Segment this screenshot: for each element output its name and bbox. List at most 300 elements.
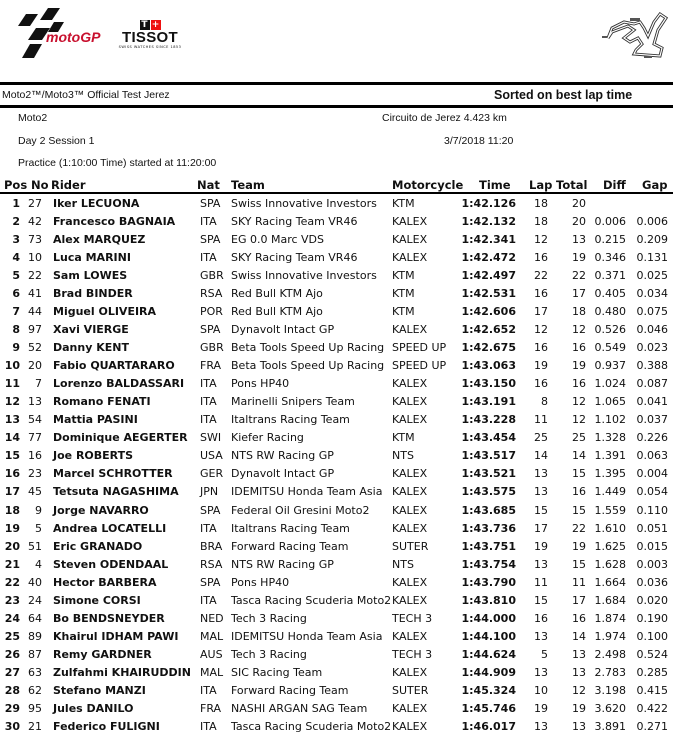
cell-rider: Iker LECUONA xyxy=(53,197,140,210)
cell-gap: 0.100 xyxy=(636,629,668,643)
cell-time: 1:43.736 xyxy=(461,521,516,535)
cell-total: 12 xyxy=(572,395,586,409)
cell-pos: 26 xyxy=(4,647,20,661)
cell-team: Dynavolt Intact GP xyxy=(231,467,335,481)
table-row xyxy=(0,648,673,666)
cell-pos: 30 xyxy=(4,719,20,733)
col-rider: Rider xyxy=(51,178,86,192)
circuit-label: Circuito de Jerez 4.423 km xyxy=(382,112,507,124)
cell-motorcycle: KTM xyxy=(392,197,415,210)
cell-nat: USA xyxy=(200,449,223,463)
cell-no: 4 xyxy=(35,557,42,571)
cell-pos: 16 xyxy=(4,467,20,481)
cell-no: 16 xyxy=(28,449,42,463)
cell-team: Tech 3 Racing xyxy=(231,611,307,625)
cell-gap: 0.422 xyxy=(636,701,668,715)
cell-time: 1:42.341 xyxy=(461,233,516,247)
col-motorcycle: Motorcycle xyxy=(392,178,464,192)
cell-total: 15 xyxy=(572,467,586,481)
cell-pos: 7 xyxy=(12,305,20,319)
cell-team: Tasca Racing Scuderia Moto2 xyxy=(231,719,392,733)
cell-total: 22 xyxy=(572,521,586,535)
cell-team: Italtrans Racing Team xyxy=(231,521,350,535)
cell-nat: POR xyxy=(200,305,223,319)
cell-total: 17 xyxy=(572,593,586,607)
cell-no: 5 xyxy=(35,521,42,535)
cell-total: 13 xyxy=(572,647,586,661)
table-row xyxy=(0,377,673,395)
cell-pos: 27 xyxy=(4,665,20,679)
col-team: Team xyxy=(231,178,265,192)
session-label: Day 2 Session 1 xyxy=(18,135,95,147)
cell-lap: 16 xyxy=(534,251,548,265)
cell-motorcycle: KALEX xyxy=(392,701,428,715)
cell-no: 24 xyxy=(28,593,42,607)
cell-nat: NED xyxy=(200,611,224,625)
cell-total: 13 xyxy=(572,719,586,733)
cell-rider: Fabio QUARTARARO xyxy=(53,359,175,373)
motogp-logo-icon xyxy=(8,6,108,62)
cell-nat: MAL xyxy=(200,629,224,643)
cell-pos: 11 xyxy=(4,377,20,391)
cell-time: 1:45.746 xyxy=(461,701,516,715)
cell-lap: 13 xyxy=(534,485,548,499)
cell-pos: 12 xyxy=(4,395,20,409)
cell-rider: Jules DANILO xyxy=(53,701,134,715)
cell-pos: 24 xyxy=(4,611,20,625)
cell-gap: 0.046 xyxy=(636,323,668,337)
cell-team: Tech 3 Racing xyxy=(231,647,307,661)
cell-lap: 19 xyxy=(534,701,548,715)
cell-lap: 22 xyxy=(534,269,548,283)
cell-time: 1:43.150 xyxy=(461,377,516,391)
cell-nat: RSA xyxy=(200,557,223,571)
cell-nat: GBR xyxy=(200,269,224,283)
cell-lap: 18 xyxy=(534,215,548,229)
cell-no: 20 xyxy=(28,359,42,373)
cell-no: 51 xyxy=(28,539,42,553)
cell-nat: AUS xyxy=(200,647,223,661)
table-row xyxy=(0,305,673,323)
cell-gap: 0.025 xyxy=(636,269,668,283)
cell-total: 16 xyxy=(572,485,586,499)
cell-lap: 5 xyxy=(541,647,548,661)
cell-nat: BRA xyxy=(200,539,223,553)
col-diff: Diff xyxy=(603,178,626,192)
cell-pos: 22 xyxy=(4,575,20,589)
event-title: Moto2™/Moto3™ Official Test Jerez xyxy=(2,89,170,101)
cell-nat: ITA xyxy=(200,413,217,427)
cell-team: Forward Racing Team xyxy=(231,539,349,553)
cell-diff: 1.449 xyxy=(594,485,626,499)
cell-rider: Miguel OLIVEIRA xyxy=(53,305,157,319)
cell-diff: 0.215 xyxy=(594,233,626,247)
cell-gap: 0.004 xyxy=(636,467,668,481)
table-row xyxy=(0,630,673,648)
cell-gap: 0.271 xyxy=(636,719,668,733)
cell-rider: Jorge NAVARRO xyxy=(53,503,149,517)
cell-pos: 5 xyxy=(12,269,20,283)
cell-lap: 8 xyxy=(541,395,548,409)
cell-motorcycle: KALEX xyxy=(392,395,428,409)
cell-diff: 1.628 xyxy=(594,557,626,571)
cell-nat: GBR xyxy=(200,341,224,355)
cell-time: 1:43.517 xyxy=(461,449,516,463)
cell-total: 19 xyxy=(572,251,586,265)
cell-gap: 0.524 xyxy=(636,647,668,661)
table-row xyxy=(0,522,673,540)
cell-lap: 13 xyxy=(534,665,548,679)
cell-pos: 23 xyxy=(4,593,20,607)
cell-lap: 25 xyxy=(534,431,548,445)
cell-pos: 1 xyxy=(12,197,20,210)
cell-motorcycle: SUTER xyxy=(392,683,429,697)
cell-pos: 28 xyxy=(4,683,20,697)
cell-lap: 15 xyxy=(534,593,548,607)
cell-rider: Bo BENDSNEYDER xyxy=(53,611,165,625)
cell-motorcycle: KALEX xyxy=(392,665,428,679)
cell-time: 1:43.575 xyxy=(461,485,516,499)
cell-gap: 0.054 xyxy=(636,485,668,499)
cell-time: 1:44.624 xyxy=(461,647,516,661)
cell-diff: 1.874 xyxy=(594,611,626,625)
cell-pos: 13 xyxy=(4,413,20,427)
cell-nat: SPA xyxy=(200,575,221,589)
cell-team: SKY Racing Team VR46 xyxy=(231,215,358,229)
cell-rider: Marcel SCHROTTER xyxy=(53,467,173,481)
table-row xyxy=(0,485,673,503)
cell-time: 1:43.751 xyxy=(461,539,516,553)
table-row xyxy=(0,576,673,594)
cell-nat: GER xyxy=(200,467,224,481)
table-row xyxy=(0,341,673,359)
cell-motorcycle: KALEX xyxy=(392,215,428,229)
col-time: Time xyxy=(479,178,511,192)
cell-no: 45 xyxy=(28,485,42,499)
cell-diff: 1.664 xyxy=(594,575,626,589)
cell-motorcycle: SPEED UP xyxy=(392,359,447,373)
cell-lap: 12 xyxy=(534,233,548,247)
cell-time: 1:42.531 xyxy=(461,287,516,301)
cell-time: 1:43.521 xyxy=(461,467,516,481)
cell-nat: SPA xyxy=(200,323,221,337)
cell-motorcycle: KALEX xyxy=(392,575,428,589)
cell-motorcycle: KALEX xyxy=(392,251,428,265)
cell-total: 15 xyxy=(572,503,586,517)
table-row xyxy=(0,449,673,467)
cell-no: 63 xyxy=(28,665,42,679)
tissot-mark-icon: T + xyxy=(141,20,160,30)
cell-rider: Francesco BAGNAIA xyxy=(53,215,176,229)
cell-team: Pons HP40 xyxy=(231,377,290,391)
cell-time: 1:42.126 xyxy=(461,197,516,210)
cell-lap: 16 xyxy=(534,341,548,355)
cell-motorcycle: KALEX xyxy=(392,377,428,391)
track-map-icon xyxy=(600,8,670,63)
table-row xyxy=(0,323,673,341)
cell-diff: 3.891 xyxy=(594,719,626,733)
cell-no: 89 xyxy=(28,629,42,643)
cell-no: 22 xyxy=(28,269,42,283)
table-row xyxy=(0,666,673,684)
cell-rider: Remy GARDNER xyxy=(53,647,152,661)
datetime-label: 3/7/2018 11:20 xyxy=(444,135,514,147)
cell-diff: 0.371 xyxy=(594,269,626,283)
cell-lap: 16 xyxy=(534,287,548,301)
cell-diff: 1.102 xyxy=(594,413,626,427)
cell-total: 20 xyxy=(572,197,586,210)
cell-diff: 0.405 xyxy=(594,287,626,301)
cell-pos: 20 xyxy=(4,539,20,553)
cell-lap: 11 xyxy=(534,413,548,427)
cell-team: SKY Racing Team VR46 xyxy=(231,251,358,265)
cell-team: NTS RW Racing GP xyxy=(231,449,334,463)
table-row xyxy=(0,504,673,522)
table-row xyxy=(0,395,673,413)
cell-rider: Dominique AEGERTER xyxy=(53,431,188,445)
tissot-logo xyxy=(115,17,185,51)
cell-total: 12 xyxy=(572,323,586,337)
tissot-tagline: SWISS WATCHES SINCE 1853 xyxy=(118,45,182,49)
cell-nat: FRA xyxy=(200,701,222,715)
cell-total: 20 xyxy=(572,215,586,229)
header-rule xyxy=(0,192,673,194)
cell-motorcycle: KALEX xyxy=(392,413,428,427)
cell-rider: Andrea LOCATELLI xyxy=(53,521,167,535)
cell-rider: Joe ROBERTS xyxy=(53,449,134,463)
cell-motorcycle: KTM xyxy=(392,287,415,301)
cell-no: 97 xyxy=(28,323,42,337)
cell-total: 14 xyxy=(572,449,586,463)
table-row xyxy=(0,720,673,738)
cell-team: Swiss Innovative Investors xyxy=(231,197,377,210)
cell-time: 1:43.191 xyxy=(461,395,516,409)
cell-team: NTS RW Racing GP xyxy=(231,557,334,571)
table-row xyxy=(0,251,673,269)
cell-rider: Tetsuta NAGASHIMA xyxy=(53,485,179,499)
cell-no: 64 xyxy=(28,611,42,625)
cell-time: 1:43.685 xyxy=(461,503,516,517)
cell-no: 95 xyxy=(28,701,42,715)
cell-motorcycle: KALEX xyxy=(392,521,428,535)
cell-pos: 14 xyxy=(4,431,20,445)
cell-time: 1:43.810 xyxy=(461,593,516,607)
cell-no: 40 xyxy=(28,575,42,589)
table-row xyxy=(0,612,673,630)
cell-total: 13 xyxy=(572,665,586,679)
cell-no: 52 xyxy=(28,341,42,355)
cell-gap: 0.036 xyxy=(636,575,668,589)
cell-time: 1:42.472 xyxy=(461,251,516,265)
cell-motorcycle: TECH 3 xyxy=(392,647,433,661)
cell-total: 17 xyxy=(572,287,586,301)
table-row xyxy=(0,413,673,431)
cell-team: Beta Tools Speed Up Racing xyxy=(231,341,385,355)
cell-time: 1:44.100 xyxy=(461,629,516,643)
cell-time: 1:44.000 xyxy=(461,611,516,625)
cell-gap: 0.063 xyxy=(636,449,668,463)
cell-lap: 18 xyxy=(534,197,548,210)
cell-motorcycle: KALEX xyxy=(392,719,428,733)
cell-team: Italtrans Racing Team xyxy=(231,413,350,427)
cell-team: Kiefer Racing xyxy=(231,431,304,445)
cell-lap: 13 xyxy=(534,467,548,481)
cell-total: 11 xyxy=(572,575,586,589)
cell-diff: 1.625 xyxy=(594,539,626,553)
cell-gap: 0.037 xyxy=(636,413,668,427)
cell-time: 1:42.675 xyxy=(461,341,516,355)
cell-nat: ITA xyxy=(200,377,217,391)
table-row xyxy=(0,540,673,558)
cell-no: 44 xyxy=(28,305,42,319)
cell-total: 12 xyxy=(572,683,586,697)
cell-motorcycle: KALEX xyxy=(392,503,428,517)
cell-diff: 1.559 xyxy=(594,503,626,517)
cell-total: 14 xyxy=(572,629,586,643)
cell-pos: 9 xyxy=(12,341,20,355)
cell-total: 15 xyxy=(572,557,586,571)
cell-diff: 0.346 xyxy=(594,251,626,265)
cell-lap: 10 xyxy=(534,683,548,697)
cell-rider: Xavi VIERGE xyxy=(53,323,129,337)
cell-no: 27 xyxy=(28,197,42,210)
table-row xyxy=(0,558,673,576)
cell-motorcycle: KALEX xyxy=(392,593,428,607)
cell-no: 7 xyxy=(35,377,42,391)
cell-gap: 0.020 xyxy=(636,593,668,607)
cell-pos: 25 xyxy=(4,629,20,643)
cell-time: 1:42.606 xyxy=(461,305,516,319)
cell-total: 22 xyxy=(572,269,586,283)
cell-time: 1:43.228 xyxy=(461,413,516,427)
cell-motorcycle: KALEX xyxy=(392,629,428,643)
cell-gap: 0.388 xyxy=(636,359,668,373)
cell-gap: 0.087 xyxy=(636,377,668,391)
cell-pos: 8 xyxy=(12,323,20,337)
col-lap: Lap xyxy=(529,178,553,192)
cell-pos: 10 xyxy=(4,359,20,373)
cell-lap: 13 xyxy=(534,557,548,571)
table-row xyxy=(0,215,673,233)
cell-time: 1:44.909 xyxy=(461,665,516,679)
cell-team: Beta Tools Speed Up Racing xyxy=(231,359,385,373)
cell-rider: Luca MARINI xyxy=(53,251,131,265)
cell-nat: SWI xyxy=(200,431,222,445)
cell-gap: 0.190 xyxy=(636,611,668,625)
cell-diff: 0.549 xyxy=(594,341,626,355)
cell-motorcycle: SUTER xyxy=(392,539,429,553)
cell-no: 73 xyxy=(28,233,42,247)
cell-diff: 0.006 xyxy=(594,215,626,229)
practice-info: Practice (1:10:00 Time) started at 11:20:00 xyxy=(18,157,217,169)
cell-motorcycle: KALEX xyxy=(392,467,428,481)
cell-pos: 15 xyxy=(4,449,20,463)
col-nat: Nat xyxy=(197,178,220,192)
cell-nat: ITA xyxy=(200,719,217,733)
cell-no: 21 xyxy=(28,719,42,733)
cell-team: Red Bull KTM Ajo xyxy=(231,305,323,319)
cell-team: Marinelli Snipers Team xyxy=(231,395,355,409)
cell-diff: 1.065 xyxy=(594,395,626,409)
cell-pos: 17 xyxy=(4,485,20,499)
cell-total: 25 xyxy=(572,431,586,445)
cell-motorcycle: NTS xyxy=(392,449,414,463)
cell-pos: 3 xyxy=(12,233,20,247)
cell-nat: ITA xyxy=(200,593,217,607)
cell-team: Federal Oil Gresini Moto2 xyxy=(231,503,370,517)
cell-rider: Lorenzo BALDASSARI xyxy=(53,377,185,391)
cell-motorcycle: KALEX xyxy=(392,485,428,499)
event-rule xyxy=(0,105,673,108)
cell-gap: 0.041 xyxy=(636,395,668,409)
cell-diff: 0.937 xyxy=(594,359,626,373)
cell-total: 19 xyxy=(572,539,586,553)
cell-team: NASHI ARGAN SAG Team xyxy=(231,701,368,715)
cell-motorcycle: KTM xyxy=(392,305,415,319)
cell-rider: Alex MARQUEZ xyxy=(53,233,146,247)
cell-nat: ITA xyxy=(200,683,217,697)
cell-motorcycle: KALEX xyxy=(392,233,428,247)
cell-nat: ITA xyxy=(200,521,217,535)
cell-team: Forward Racing Team xyxy=(231,683,349,697)
cell-diff: 1.328 xyxy=(594,431,626,445)
cell-pos: 19 xyxy=(4,521,20,535)
cell-diff: 3.620 xyxy=(594,701,626,715)
cell-nat: FRA xyxy=(200,359,222,373)
cell-rider: Danny KENT xyxy=(53,341,129,355)
cell-no: 77 xyxy=(28,431,42,445)
cell-lap: 13 xyxy=(534,629,548,643)
table-row xyxy=(0,702,673,720)
cell-nat: SPA xyxy=(200,197,221,210)
cell-total: 19 xyxy=(572,701,586,715)
cell-team: IDEMITSU Honda Team Asia xyxy=(231,629,383,643)
motogp-logo xyxy=(8,6,108,62)
cell-team: IDEMITSU Honda Team Asia xyxy=(231,485,383,499)
cell-lap: 16 xyxy=(534,377,548,391)
cell-lap: 15 xyxy=(534,503,548,517)
cell-team: Dynavolt Intact GP xyxy=(231,323,335,337)
cell-diff: 1.391 xyxy=(594,449,626,463)
cell-gap: 0.023 xyxy=(636,341,668,355)
cell-rider: Stefano MANZI xyxy=(53,683,146,697)
cell-pos: 2 xyxy=(12,215,20,229)
cell-lap: 19 xyxy=(534,539,548,553)
cell-gap: 0.075 xyxy=(636,305,668,319)
cell-gap: 0.034 xyxy=(636,287,668,301)
cell-diff: 2.783 xyxy=(594,665,626,679)
cell-motorcycle: NTS xyxy=(392,557,414,571)
cell-motorcycle: KALEX xyxy=(392,323,428,337)
cell-no: 41 xyxy=(28,287,42,301)
cell-no: 23 xyxy=(28,467,42,481)
cell-nat: ITA xyxy=(200,395,217,409)
cell-nat: JPN xyxy=(200,485,219,499)
cell-motorcycle: KTM xyxy=(392,431,415,445)
cell-rider: Romano FENATI xyxy=(53,395,151,409)
cell-rider: Brad BINDER xyxy=(53,287,133,301)
cell-team: Tasca Racing Scuderia Moto2 xyxy=(231,593,392,607)
cell-motorcycle: SPEED UP xyxy=(392,341,447,355)
cell-nat: SPA xyxy=(200,503,221,517)
cell-diff: 1.610 xyxy=(594,521,626,535)
cell-time: 1:46.017 xyxy=(461,719,516,733)
cell-gap: 0.006 xyxy=(636,215,668,229)
cell-gap: 0.226 xyxy=(636,431,668,445)
cell-rider: Steven ODENDAAL xyxy=(53,557,169,571)
cell-lap: 17 xyxy=(534,305,548,319)
cell-time: 1:43.790 xyxy=(461,575,516,589)
